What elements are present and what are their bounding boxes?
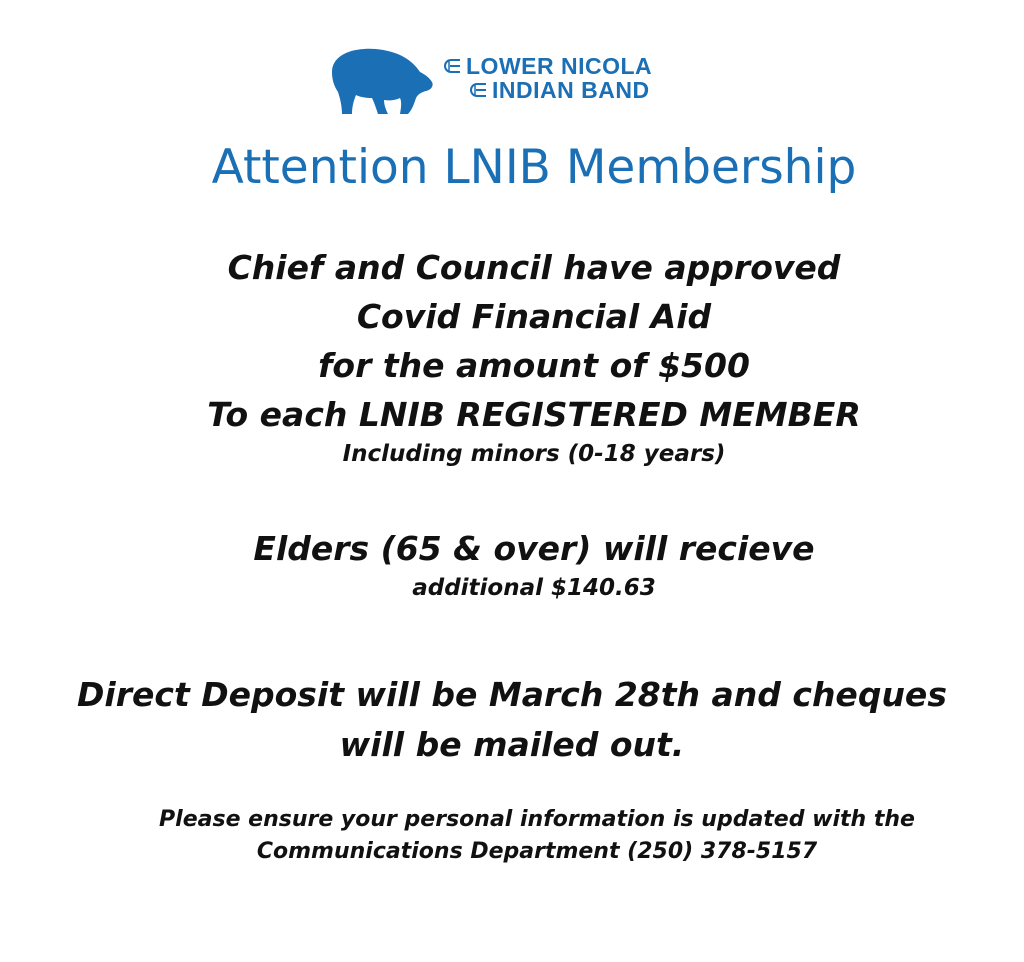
note-line-1: Please ensure your personal information is updated with the <box>159 807 915 832</box>
announcement-subline: Including minors (0-18 years) <box>342 441 726 467</box>
announcement-line-4: To each LNIB REGISTERED MEMBER <box>207 395 861 434</box>
logo-line-2: INDIAN BAND <box>492 77 650 103</box>
logo-line-1: LOWER NICOLA <box>466 53 653 79</box>
deposit-line-1: Direct Deposit will be March 28th and cheques <box>77 675 947 714</box>
announcement-line-3: for the amount of $500 <box>318 346 750 385</box>
logo-mark-icon <box>444 59 462 73</box>
note-line-2: Communications Department (250) 378-5157 <box>256 839 818 864</box>
elders-line: Elders (65 & over) will recieve <box>253 529 815 568</box>
contact-note <box>0 804 1024 868</box>
announcement-line-2: Covid Financial Aid <box>356 297 712 336</box>
organization-logo <box>326 42 706 118</box>
page-title: Attention LNIB Membership <box>211 140 857 195</box>
deposit-line-2: will be mailed out. <box>339 725 685 764</box>
elders-subline: additional $140.63 <box>412 575 656 601</box>
aid-announcement <box>0 243 1024 469</box>
bear-icon <box>326 42 436 116</box>
elders-notice <box>0 524 1024 603</box>
logo-mark-icon <box>470 83 488 97</box>
deposit-notice <box>0 670 1024 770</box>
announcement-line-1: Chief and Council have approved <box>227 248 841 287</box>
